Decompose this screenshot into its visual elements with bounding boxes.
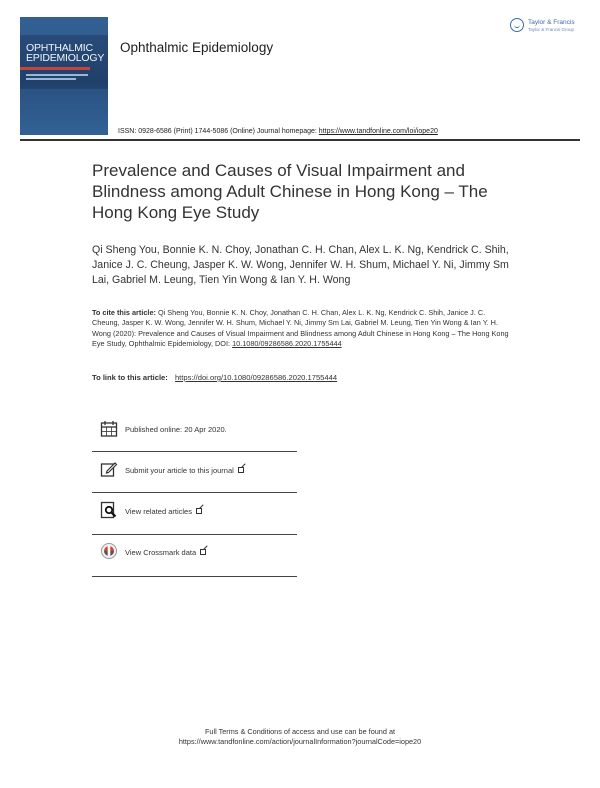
footer-terms: Full Terms & Conditions of access and use can be found at <box>204 727 396 736</box>
author-list: Qi Sheng You, Bonnie K. N. Choy, Jonathan C. H. Chan, Alex L. K. Ng, Kendrick C. Shih, Janice J. C. Cheung, Jasper K. W. Wong, Jennifer W. H. Shum, Michael Y. Ni, Jimmy Sm Lai, Gabriel M. Leung, Tien Yin Wong & Ian Y. H. Wong <box>92 244 509 286</box>
journal-cover-image <box>20 17 108 135</box>
crossmark-link[interactable]: View Crossmark data <box>125 548 206 557</box>
row-divider <box>92 451 297 452</box>
link-label: To link to this article: <box>92 373 168 382</box>
doi-link[interactable]: 10.1080/09286586.2020.1755444 <box>232 339 342 349</box>
crossmark-icon <box>100 542 118 560</box>
publisher-logo-icon <box>510 18 524 32</box>
row-divider <box>92 576 297 577</box>
edit-icon <box>100 460 118 478</box>
footer-terms-link[interactable]: https://www.tandfonline.com/action/journalInformation?journalCode=iope20 <box>178 737 422 746</box>
row-divider <box>92 534 297 535</box>
published-date: Published online: 20 Apr 2020. <box>125 425 227 434</box>
external-link-icon <box>238 467 244 473</box>
external-link-icon <box>196 508 202 514</box>
article-doi-link[interactable]: https://doi.org/10.1080/09286586.2020.1755444 <box>174 373 338 382</box>
header-divider <box>20 139 580 141</box>
cite-text: Qi Sheng You, Bonnie K. N. Choy, Jonathan C. H. Chan, Alex L. K. Ng, Kendrick C. Shih, Janice J. C. Cheung, Jasper K. W. Wong, Jennifer W. H. Shum, Michael Y. Ni, Jimmy Sm Lai, Gabriel M. Leung, Tien Yin Wong & Ian Y. H. Wong (2020): Prevalence and Causes of Visual Impairment and Blindness among Adult Chinese in Hong Kong – The Hong Kong Eye Study, Ophthalmic Epidemiology, DOI: <box>92 308 509 349</box>
article-link-line <box>92 373 337 382</box>
external-link-icon <box>200 549 206 555</box>
row-divider <box>92 492 297 493</box>
search-document-icon <box>100 501 118 519</box>
submit-article-link[interactable]: Submit your article to this journal <box>125 466 244 475</box>
cover-title: OPHTHALMIC EPIDEMIOLOGY <box>26 42 105 64</box>
citation-block <box>92 308 512 350</box>
related-articles-link[interactable]: View related articles <box>125 507 202 516</box>
issn-line: ISSN: 0928-6586 (Print) 1744-5086 (Online) Journal homepage: https://www.tandfonline.com/loi/iope20 <box>118 128 438 135</box>
cite-label: To cite this article: <box>92 308 156 317</box>
calendar-icon <box>100 420 118 438</box>
journal-name[interactable]: Ophthalmic Epidemiology <box>120 40 274 55</box>
journal-homepage-link[interactable]: https://www.tandfonline.com/loi/iope20 <box>318 128 438 135</box>
footer <box>0 727 600 747</box>
article-title: Prevalence and Causes of Visual Impairment and Blindness among Adult Chinese in Hong Kong – The Hong Kong Eye Study <box>92 161 488 222</box>
publisher-logo[interactable]: Taylor & Francis Taylor & Francis Group <box>510 17 585 37</box>
